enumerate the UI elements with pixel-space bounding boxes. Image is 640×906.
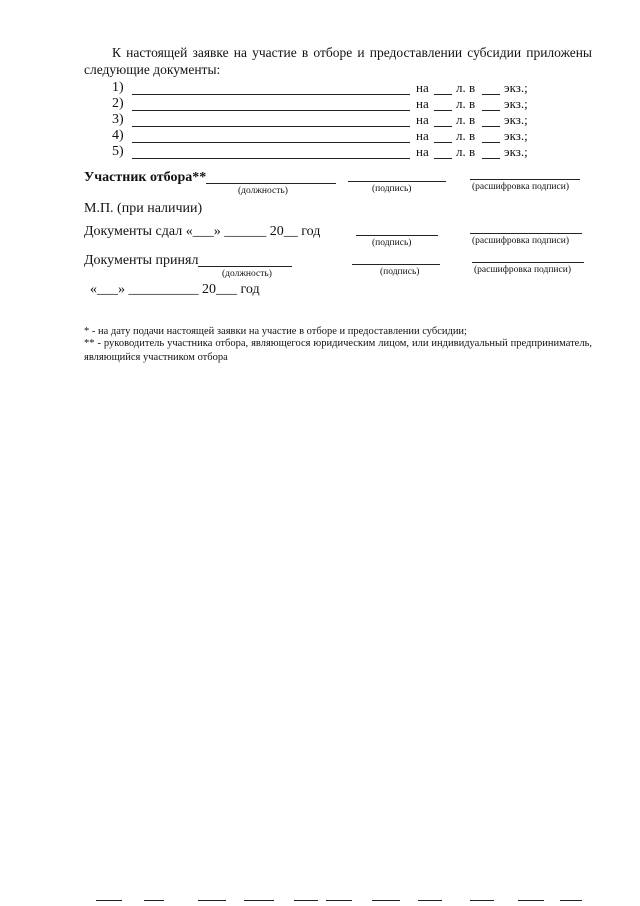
decoding-caption: (расшифровка подписи) [472,236,569,246]
intro-paragraph: К настоящей заявке на участие в отборе и предоставлении субсидии приложены следующие документы: [84,45,592,77]
edge-mark [144,900,164,901]
na-label: на [416,96,429,111]
decoding-caption: (расшифровка подписи) [474,265,571,275]
participant-position-field[interactable] [206,183,336,184]
edge-mark [244,900,274,901]
item-number: 2) [112,96,124,111]
na-label: на [416,144,429,159]
sheets-label: л. в [456,144,476,159]
document-name-field[interactable] [132,94,410,95]
accepted-label: Документы принял [84,253,199,268]
copies-label: экз.; [504,80,528,95]
copies-label: экз.; [504,96,528,111]
copies-field[interactable] [482,110,500,111]
na-label: на [416,80,429,95]
submitted-label: Документы сдал «___» ______ 20__ год [84,224,321,239]
edge-mark [470,900,494,901]
stamp-label: М.П. (при наличии) [84,201,203,216]
accepted-decoding-field[interactable] [472,262,584,263]
copies-label: экз.; [504,112,528,127]
signature-caption: (подпись) [372,238,412,248]
position-caption: (должность) [238,186,288,196]
document-name-field[interactable] [132,110,410,111]
item-number: 3) [112,112,124,127]
sheets-field[interactable] [434,142,452,143]
sheets-label: л. в [456,128,476,143]
copies-label: экз.; [504,144,528,159]
sheets-field[interactable] [434,94,452,95]
copies-label: экз.; [504,128,528,143]
footnote-one: * - на дату подачи настоящей заявки на участие в отборе и предоставлении субсидии; [84,326,467,337]
accepted-position-field[interactable] [198,266,292,267]
participant-label: Участник отбора** [84,170,207,185]
participant-decoding-field[interactable] [470,179,580,180]
position-caption: (должность) [222,269,272,279]
sheets-label: л. в [456,96,476,111]
edge-mark [418,900,442,901]
copies-field[interactable] [482,94,500,95]
copies-field[interactable] [482,142,500,143]
sheets-field[interactable] [434,158,452,159]
sheets-label: л. в [456,80,476,95]
signature-caption: (подпись) [380,267,420,277]
edge-mark [294,900,318,901]
edge-mark [96,900,122,901]
na-label: на [416,112,429,127]
document-name-field[interactable] [132,142,410,143]
na-label: на [416,128,429,143]
accepted-signature-field[interactable] [352,264,440,265]
submitted-signature-field[interactable] [356,235,438,236]
document-name-field[interactable] [132,126,410,127]
footnote-two: ** - руководитель участника отбора, являющегося юридическим лицом, или индивидуальный предприниматель, являющийся участником отбора [84,338,592,363]
edge-mark [198,900,226,901]
edge-mark [560,900,582,901]
edge-mark [326,900,352,901]
sheets-field[interactable] [434,110,452,111]
item-number: 4) [112,128,124,143]
item-number: 5) [112,144,124,159]
decoding-caption: (расшифровка подписи) [472,182,569,192]
sheets-label: л. в [456,112,476,127]
participant-signature-field[interactable] [348,181,446,182]
document-name-field[interactable] [132,158,410,159]
sheets-field[interactable] [434,126,452,127]
edge-mark [372,900,400,901]
signature-caption: (подпись) [372,184,412,194]
copies-field[interactable] [482,158,500,159]
accepted-date: «___» __________ 20___ год [90,282,260,297]
submitted-decoding-field[interactable] [470,233,582,234]
copies-field[interactable] [482,126,500,127]
item-number: 1) [112,80,124,95]
edge-mark [518,900,544,901]
